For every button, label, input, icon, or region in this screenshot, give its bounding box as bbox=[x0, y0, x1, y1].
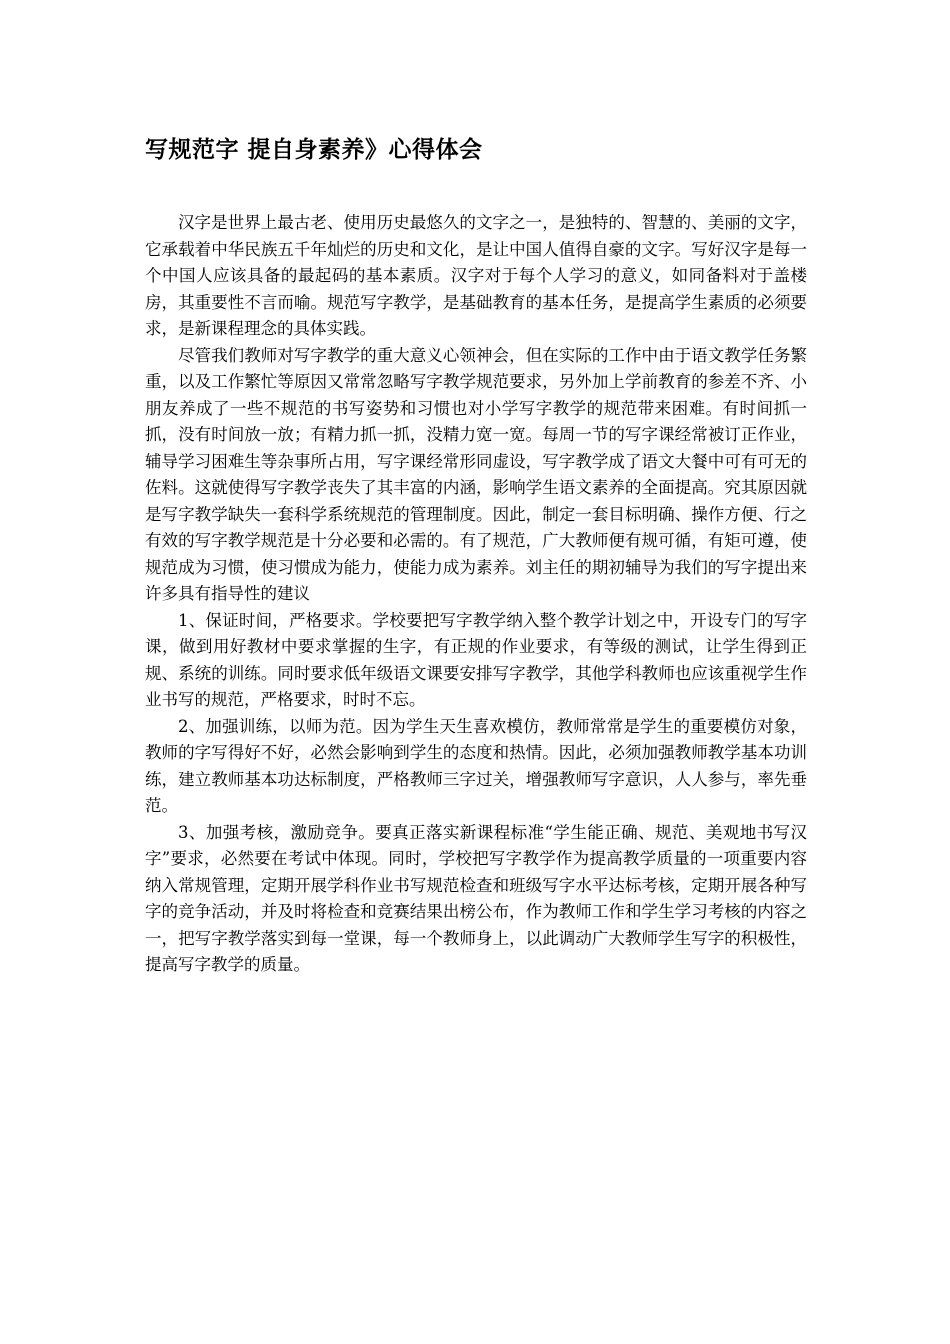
paragraph-intro: 汉字是世界上最古老、使用历史最悠久的文字之一，是独特的、智慧的、美丽的文字，它承载着中华民族五千年灿烂的历史和文化，是让中国人值得自豪的文字。写好汉字是每一个中国人应该具备的最起码的基本素质。汉字对于每个人学习的意义，如同备料对于盖楼房，其重要性不言而喻。规范写字教学，是基础教育的基本任务，是提高学生素质的必须要求，是新课程理念的具体实践。 bbox=[145, 213, 807, 338]
paragraph-problems: 尽管我们教师对写字教学的重大意义心领神会，但在实际的工作中由于语文教学任务繁重，以及工作繁忙等原因又常常忽略写字教学规范要求，另外加上学前教育的参差不齐、小朋友养成了一些不规范的书写姿势和习惯也对小学写字教学的规范带来困难。有时间抓一抓，没有时间放一放；有精力抓一抓，没精力宽一宽。每周一节的写字课经常被订正作业，辅导学习困难生等杂事所占用，写字课经常形同虚设，写字教学成了语文大餐中可有可无的佐料。这就使得写字教学丧失了其丰富的内涵，影响学生语文素养的全面提高。究其原因就是写字教学缺失一套科学系统规范的管理制度。因此，制定一套目标明确、操作方便、行之有效的写字教学规范是十分必要和必需的。有了规范，广大教师便有规可循，有矩可遵，使规范成为习惯，使习惯成为能力，使能力成为素养。刘主任的期初辅导为我们的写字提出来许多具有指导性的建议 bbox=[145, 345, 807, 603]
paragraph-point-3: 3、加强考核，激励竞争。要真正落实新课程标准“学生能正确、规范、美观地书写汉字”要求，必然要在考试中体现。同时，学校把写字教学作为提高教学质量的一项重要内容纳入常规管理，定期开展学科作业书写规范检查和班级写字水平达标考核，定期开展各种写字的竞争活动，并及时将检查和竞赛结果出榜公布，作为教师工作和学生学习考核的内容之一，把写字教学落实到每一堂课，每一个教师身上，以此调动广大教师学生写字的积极性，提高写字教学的质量。 bbox=[145, 822, 807, 974]
paragraph-point-2: 2、加强训练，以师为范。因为学生天生喜欢模仿，教师常常是学生的重要模仿对象，教师的字写得好不好，必然会影响到学生的态度和热情。因此，必须加强教师教学基本功训练，建立教师基本功达标制度，严格教师三字过关，增强教师写字意识，人人参与，率先垂范。 bbox=[145, 716, 807, 815]
paragraph-point-1: 1、保证时间，严格要求。学校要把写字教学纳入整个教学计划之中，开设专门的写字课，做到用好教材中要求掌握的生字，有正规的作业要求，有等级的测试，让学生得到正规、系统的训练。同时要求低年级语文课要安排写字教学，其他学科教师也应该重视学生作业书写的规范，严格要求，时时不忘。 bbox=[145, 610, 807, 709]
document-title: 写规范字 提自身素养》心得体会 bbox=[145, 137, 483, 163]
document-body bbox=[145, 210, 807, 979]
